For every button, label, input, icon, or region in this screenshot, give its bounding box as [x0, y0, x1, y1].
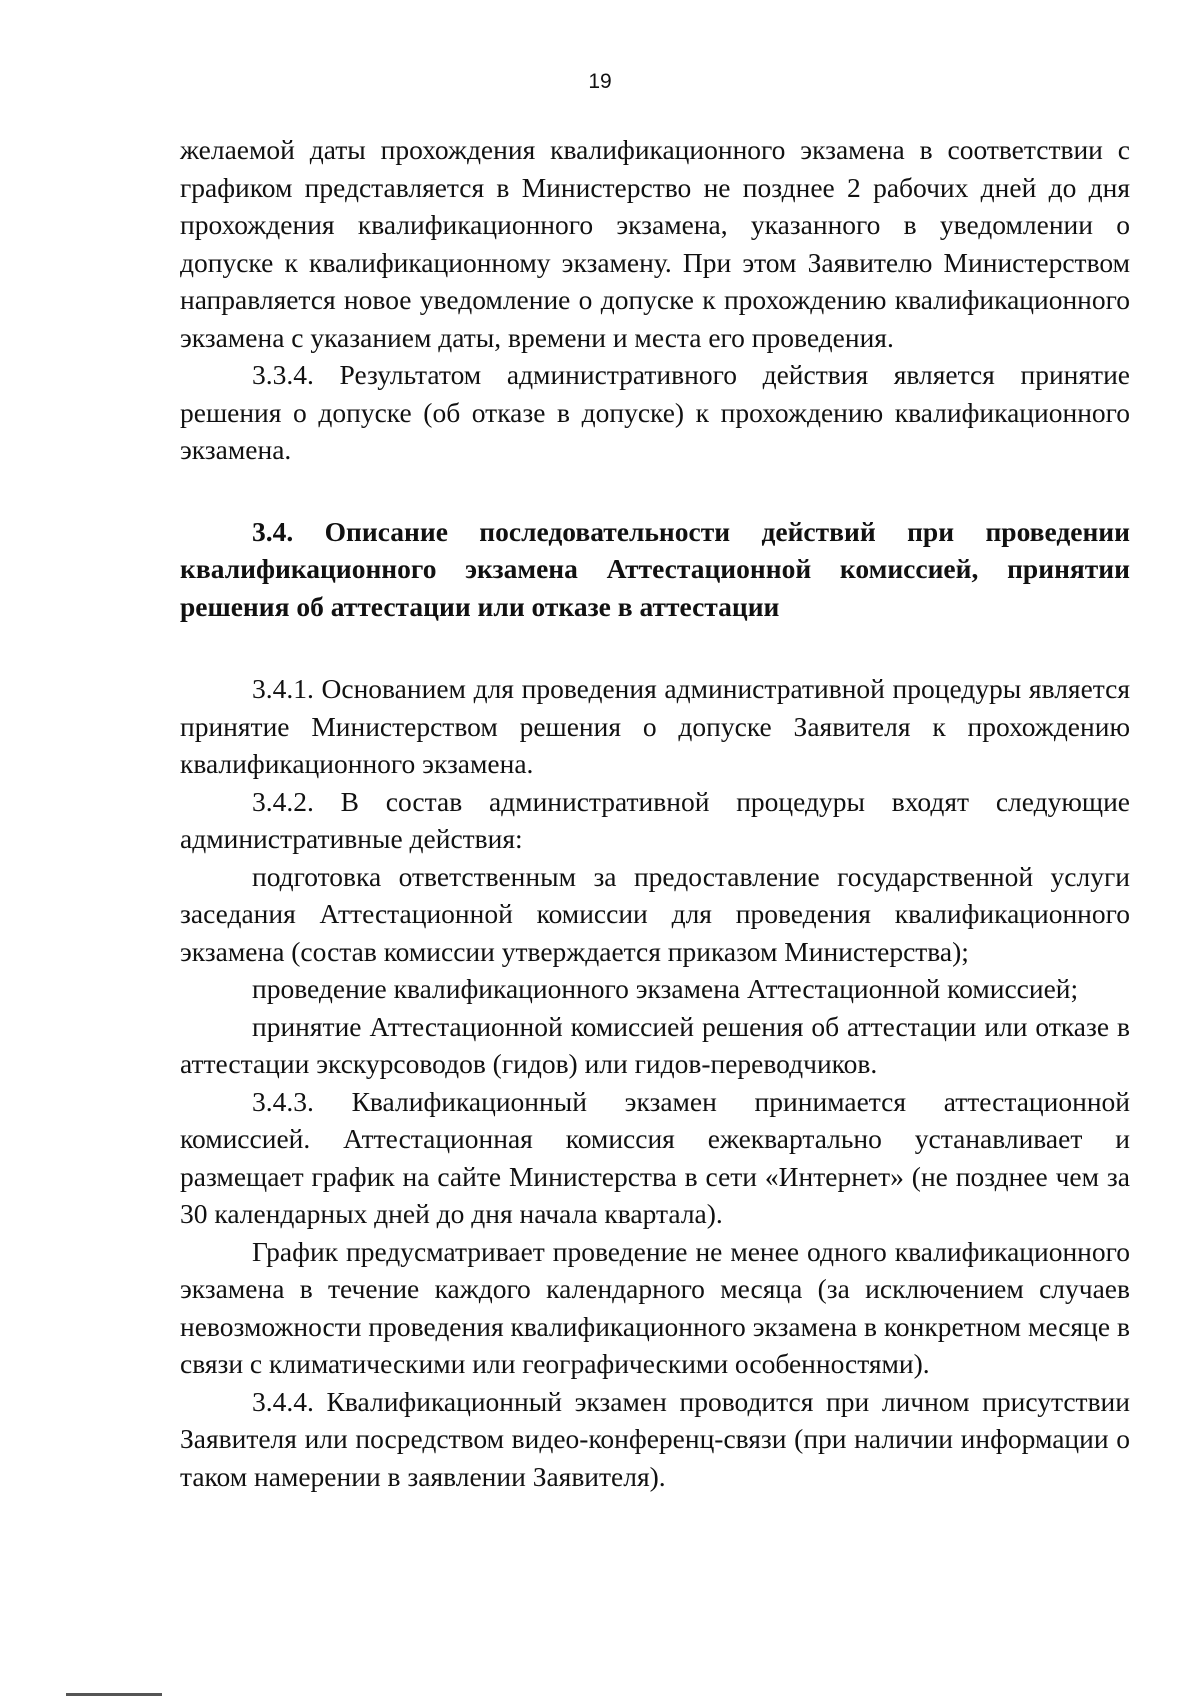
list-item-exam: проведение квалификационного экзамена Аттестационной комиссией; [252, 973, 1079, 1004]
document-body [180, 131, 1130, 1495]
paragraph-3-4-1: 3.4.1. Основанием для проведения административной процедуры является принятие Министерством решения о допуске Заявителя к прохождению квалификационного экзамена. [180, 673, 1130, 779]
paragraph-continuation: желаемой даты прохождения квалификационного экзамена в соответствии с графиком представляется в Министерство не позднее 2 рабочих дней до дня прохождения квалификационного экзамена, указанного в уведомлении о допуске к квалификационному экзамену. При этом Заявителю Министерством направляется новое уведомление о допуске к прохождению квалификационного экзамена с указанием даты, времени и места его проведения. [180, 134, 1130, 353]
paragraph-3-4-2: 3.4.2. В состав административной процедуры входят следующие административные действия: [180, 785, 1130, 854]
section-heading-3-4: 3.4. Описание последовательности действий при проведении квалификационного экзамена Аттестационной комиссией, принятии решения об аттестации или отказе в аттестации [180, 515, 1130, 622]
paragraph-schedule: График предусматривает проведение не менее одного квалификационного экзамена в течение каждого календарного месяца (за исключением случаев невозможности проведения квалификационного экзамена в конкретном месяце в связи с климатическими или географическими особенностями). [180, 1235, 1130, 1379]
page-number: 19 [588, 70, 612, 93]
paragraph-3-4-3: 3.4.3. Квалификационный экзамен принимается аттестационной комиссией. Аттестационная комиссия ежеквартально устанавливает и размещает график на сайте Министерства в сети «Интернет» (не позднее чем за 30 календарных дней до дня начала квартала). [180, 1085, 1130, 1229]
scan-edge-mark [66, 1693, 162, 1696]
paragraph-3-3-4: 3.3.4. Результатом административного действия является принятие решения о допуске (об отказе в допуске) к прохождению квалификационного экзамена. [180, 359, 1130, 465]
paragraph-3-4-4: 3.4.4. Квалификационный экзамен проводится при личном присутствии Заявителя или посредством видео-конференц-связи (при наличии информации о таком намерении в заявлении Заявителя). [180, 1385, 1130, 1492]
list-item-decision: принятие Аттестационной комиссией решения об аттестации или отказе в аттестации экскурсоводов (гидов) или гидов-переводчиков. [180, 1010, 1130, 1079]
list-item-preparation: подготовка ответственным за предоставление государственной услуги заседания Аттестационной комиссии для проведения квалификационного экзамена (состав комиссии утверждается приказом Министерства); [180, 860, 1130, 967]
